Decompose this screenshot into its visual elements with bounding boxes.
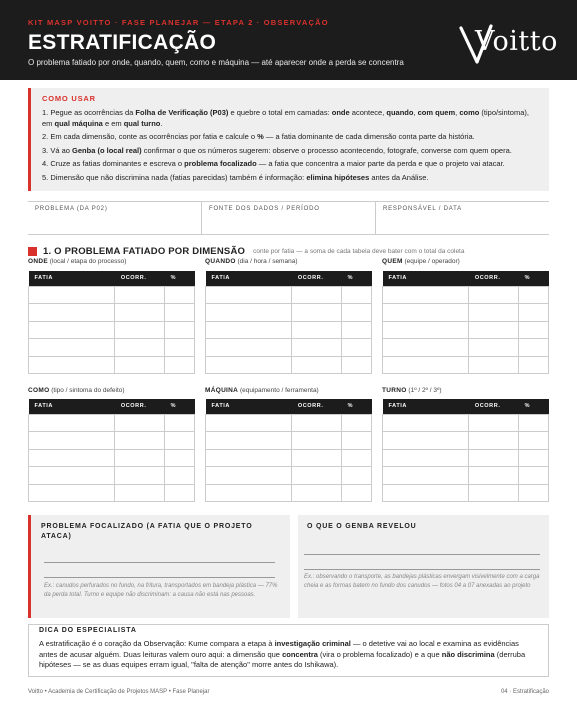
table-cell[interactable]	[342, 414, 372, 432]
column-header-slice: FATIA	[206, 271, 292, 286]
table-row	[383, 339, 549, 357]
column-header-count: OCORR.	[115, 271, 165, 286]
table-cell[interactable]	[292, 321, 342, 339]
table-cell[interactable]	[165, 321, 195, 339]
table-row	[383, 321, 549, 339]
table-row	[383, 286, 549, 304]
dimension-label	[205, 387, 319, 394]
table-cell[interactable]	[29, 449, 115, 467]
table-cell[interactable]	[165, 449, 195, 467]
source-field-label: FONTE DOS DADOS / PERÍODO	[209, 206, 320, 212]
table-cell[interactable]	[206, 484, 292, 502]
genba-box[interactable]	[298, 515, 549, 618]
emphasis-text: qual máquina	[54, 118, 103, 128]
table-cell[interactable]	[206, 449, 292, 467]
table-cell[interactable]	[342, 356, 372, 374]
table-cell[interactable]	[519, 321, 549, 339]
table-cell[interactable]	[292, 356, 342, 374]
emphasis-text: concentra	[282, 649, 318, 659]
column-header-pct: %	[342, 271, 372, 286]
table-cell[interactable]	[383, 304, 469, 322]
dimension-name: ONDE	[28, 258, 48, 265]
table-cell[interactable]	[29, 414, 115, 432]
table-row	[206, 432, 372, 450]
dimension-hint: (equipe / operador)	[402, 258, 460, 265]
text-run: antes da Análise.	[369, 172, 429, 182]
column-header-slice: FATIA	[29, 271, 115, 286]
table-row	[29, 286, 195, 304]
voitto-logo	[457, 22, 558, 66]
table-cell[interactable]	[342, 484, 372, 502]
table-cell[interactable]	[469, 356, 519, 374]
table-cell[interactable]	[519, 467, 549, 485]
table-cell[interactable]	[292, 432, 342, 450]
table-cell[interactable]	[206, 321, 292, 339]
table-cell[interactable]	[342, 449, 372, 467]
table-row	[206, 414, 372, 432]
kicker: KIT MASP VOITTO · FASE PLANEJAR — ETAPA 2 · OBSERVAÇÃO	[28, 18, 329, 27]
expert-tip-text	[39, 639, 538, 671]
table-cell[interactable]	[383, 321, 469, 339]
table-row	[29, 414, 195, 432]
table-cell[interactable]	[29, 304, 115, 322]
table-cell[interactable]	[115, 432, 165, 450]
text-run: e em	[102, 118, 124, 128]
column-header-slice: FATIA	[29, 399, 115, 414]
text-run: 2. Em cada dimensão, conte as ocorrências por fatia e calcule o	[42, 132, 258, 141]
owner-field[interactable]	[376, 202, 549, 234]
table-cell[interactable]	[115, 414, 165, 432]
text-run: A estratificação é o coração da Observação: Kume compara a etapa à	[39, 639, 275, 648]
table-cell[interactable]	[383, 339, 469, 357]
text-run: (derruba hipóteses — se as duas equipes erram igual, "falta de atenção" morre antes do Ishikawa).	[39, 649, 526, 669]
dimension-label	[28, 258, 126, 265]
column-header-slice: FATIA	[383, 399, 469, 414]
dimension-name: QUEM	[382, 258, 403, 265]
text-run: — a fatia dominante de cada dimensão conta parte da história.	[263, 132, 475, 141]
column-header-count: OCORR.	[292, 271, 342, 286]
table-cell[interactable]	[115, 449, 165, 467]
text-run: — o detetive vai ao local e examina as evidências antes de acusar alguém. Duas leituras valem ouro aqui: a dimensão que	[39, 639, 519, 659]
table-cell[interactable]	[469, 467, 519, 485]
table-cell[interactable]	[519, 356, 549, 374]
emphasis-text: quando	[386, 108, 414, 117]
table-cell[interactable]	[29, 356, 115, 374]
table-cell[interactable]	[115, 286, 165, 304]
focused-problem-example: Ex.: canudos perfurados no fundo, na fritura, transportados em bandeja plástica — 77% da perda total. Turno e equipe não discriminam: a causa não está nas pessoas.	[44, 583, 278, 598]
table-header-row	[383, 271, 549, 286]
stratification-table	[28, 399, 195, 502]
text-run: ,	[413, 108, 418, 117]
step-item	[42, 173, 539, 184]
emphasis-text: Folha de Verificação (P03)	[135, 108, 229, 117]
table-cell[interactable]	[292, 449, 342, 467]
table-row	[206, 339, 372, 357]
dimension-hint: (dia / hora / semana)	[235, 258, 298, 265]
text-run: e quebre o total em camadas:	[228, 108, 332, 117]
column-header-count: OCORR.	[115, 399, 165, 414]
table-cell[interactable]	[165, 414, 195, 432]
problem-field-label: PROBLEMA (DA P02)	[35, 206, 108, 212]
table-cell[interactable]	[206, 432, 292, 450]
table-cell[interactable]	[29, 484, 115, 502]
dimension-label	[382, 258, 460, 265]
how-to-use-title: COMO USAR	[42, 94, 96, 103]
step-item	[42, 159, 539, 170]
table-row	[206, 304, 372, 322]
table-cell[interactable]	[115, 339, 165, 357]
table-row	[383, 356, 549, 374]
text-run: — a fatia que concentra a maior parte da perda e que o projeto vai atacar.	[256, 159, 505, 168]
writing-line	[304, 569, 540, 570]
genba-example: Ex.: observando o transporte, as bandejas plásticas envergam visivelmente com a carga cheia e as formas batem no fundo dos canudos — fotos 04 a 07 anexadas ao projeto	[304, 574, 540, 589]
column-header-slice: FATIA	[206, 399, 292, 414]
table-cell[interactable]	[469, 432, 519, 450]
table-cell[interactable]	[519, 304, 549, 322]
table-cell[interactable]	[519, 286, 549, 304]
table-cell[interactable]	[519, 339, 549, 357]
table-row	[29, 321, 195, 339]
logo-text: Voitto	[475, 26, 558, 57]
table-cell[interactable]	[29, 467, 115, 485]
table-cell[interactable]	[469, 304, 519, 322]
footer-page-label: 04 · Estratificação	[500, 689, 549, 695]
stratification-table	[205, 271, 372, 374]
table-cell[interactable]	[206, 339, 292, 357]
table-cell[interactable]	[165, 339, 195, 357]
dimension-name: MÁQUINA	[205, 387, 239, 394]
dimension-label	[382, 387, 442, 394]
table-cell[interactable]	[292, 286, 342, 304]
how-to-use-panel	[28, 88, 549, 191]
emphasis-text: não discrimina	[441, 649, 495, 659]
dimension-name: COMO	[28, 387, 50, 394]
table-cell[interactable]	[115, 304, 165, 322]
table-row	[206, 321, 372, 339]
table-cell[interactable]	[115, 467, 165, 485]
dimension-label	[28, 387, 125, 394]
table-cell[interactable]	[469, 321, 519, 339]
table-header-row	[206, 271, 372, 286]
table-row	[206, 484, 372, 502]
table-cell[interactable]	[29, 286, 115, 304]
table-cell[interactable]	[519, 484, 549, 502]
column-header-pct: %	[342, 399, 372, 414]
page-subtitle: O problema fatiado por onde, quando, quem, como e máquina — até aparecer onde a perda se concentra	[28, 58, 404, 67]
table-row	[383, 484, 549, 502]
table-row	[383, 467, 549, 485]
table-cell[interactable]	[469, 484, 519, 502]
table-cell[interactable]	[342, 321, 372, 339]
emphasis-text: elimina hipóteses	[306, 172, 370, 182]
table-cell[interactable]	[206, 414, 292, 432]
table-cell[interactable]	[383, 286, 469, 304]
table-cell[interactable]	[383, 449, 469, 467]
column-header-count: OCORR.	[469, 399, 519, 414]
dimension-hint: (tipo / sintoma do defeito)	[49, 387, 125, 394]
dimension-name: TURNO	[382, 387, 407, 394]
table-cell[interactable]	[383, 414, 469, 432]
stratification-table	[28, 271, 195, 374]
table-cell[interactable]	[342, 286, 372, 304]
dimension-name: QUANDO	[205, 258, 236, 265]
problem-field[interactable]	[28, 202, 202, 234]
table-row	[29, 356, 195, 374]
dimension-hint: (local / etapa do processo)	[47, 258, 127, 265]
text-run: acontece,	[349, 108, 387, 117]
focused-problem-title: PROBLEMA FOCALIZADO (A FATIA QUE O PROJETO ATACA)	[41, 523, 253, 540]
emphasis-text: Genba (o local real)	[72, 145, 142, 155]
table-cell[interactable]	[206, 467, 292, 485]
section-1-note: conte por fatia — a soma de cada tabela deve bater com o total da coleta	[253, 247, 465, 255]
table-cell[interactable]	[206, 304, 292, 322]
expert-tip-box	[28, 624, 549, 677]
table-cell[interactable]	[165, 356, 195, 374]
page-title: ESTRATIFICAÇÃO	[28, 31, 217, 54]
column-header-slice: FATIA	[383, 271, 469, 286]
table-cell[interactable]	[469, 449, 519, 467]
table-cell[interactable]	[519, 414, 549, 432]
dimension-hint: (1º / 2º / 3º)	[406, 387, 442, 394]
stratification-table	[205, 399, 372, 502]
table-cell[interactable]	[383, 432, 469, 450]
emphasis-text: qual turno	[123, 118, 161, 128]
expert-tip-title: DICA DO ESPECIALISTA	[39, 627, 137, 634]
source-field[interactable]	[202, 202, 376, 234]
table-cell[interactable]	[165, 304, 195, 322]
dimension-label	[205, 258, 297, 265]
table-row	[29, 449, 195, 467]
table-header-row	[29, 399, 195, 414]
table-cell[interactable]	[29, 432, 115, 450]
table-cell[interactable]	[469, 339, 519, 357]
column-header-pct: %	[519, 271, 549, 286]
table-cell[interactable]	[165, 467, 195, 485]
table-cell[interactable]	[165, 484, 195, 502]
steps-list	[42, 108, 539, 183]
table-row	[206, 467, 372, 485]
stratification-table	[382, 271, 549, 374]
table-cell[interactable]	[115, 356, 165, 374]
table-cell[interactable]	[383, 467, 469, 485]
text-run: 3. Vá ao	[42, 145, 73, 155]
table-row	[383, 304, 549, 322]
page-footer	[28, 689, 549, 695]
text-run: (vira o problema focalizado) e a que	[317, 649, 442, 659]
table-cell[interactable]	[292, 484, 342, 502]
table-cell[interactable]	[292, 467, 342, 485]
text-run: (tipo/sintoma), em	[42, 108, 529, 128]
table-cell[interactable]	[342, 339, 372, 357]
table-header-row	[383, 399, 549, 414]
emphasis-text: investigação criminal	[274, 639, 351, 648]
table-cell[interactable]	[292, 414, 342, 432]
table-row	[29, 484, 195, 502]
page-header	[0, 0, 577, 80]
emphasis-text: problema focalizado	[184, 159, 257, 168]
column-header-pct: %	[165, 399, 195, 414]
column-header-count: OCORR.	[292, 399, 342, 414]
table-row	[206, 356, 372, 374]
table-cell[interactable]	[165, 286, 195, 304]
table-row	[383, 432, 549, 450]
dimension-hint: (equipamento / ferramenta)	[238, 387, 319, 394]
table-cell[interactable]	[292, 304, 342, 322]
table-cell[interactable]	[383, 484, 469, 502]
table-row	[383, 414, 549, 432]
table-cell[interactable]	[519, 432, 549, 450]
table-row	[29, 304, 195, 322]
table-row	[383, 449, 549, 467]
text-run: 5. Dimensão que não discrimina nada (fatias parecidas) também é informação:	[42, 172, 307, 182]
genba-title: O QUE O GENBA REVELOU	[307, 523, 417, 530]
table-cell[interactable]	[342, 304, 372, 322]
table-cell[interactable]	[115, 321, 165, 339]
footer-left: Voitto • Academia de Certificação de Projetos MASP • Fase Planejar	[28, 689, 210, 695]
emphasis-text: como	[459, 108, 480, 117]
text-run: ,	[455, 108, 460, 117]
table-cell[interactable]	[29, 321, 115, 339]
table-cell[interactable]	[206, 286, 292, 304]
step-item	[42, 108, 539, 129]
section-1-title: 1. O PROBLEMA FATIADO POR DIMENSÃO	[43, 245, 246, 257]
writing-line	[44, 562, 275, 563]
section-marker-icon	[28, 247, 37, 256]
table-row	[206, 286, 372, 304]
section-1-header	[28, 244, 464, 258]
table-cell[interactable]	[29, 339, 115, 357]
stratification-table	[382, 399, 549, 502]
table-cell[interactable]	[469, 414, 519, 432]
meta-fields	[28, 201, 549, 235]
writing-line	[304, 554, 540, 555]
text-run: 4. Cruze as fatias dominantes e escreva o	[42, 159, 185, 168]
text-run: 1. Pegue as ocorrências da	[42, 108, 136, 117]
column-header-pct: %	[519, 399, 549, 414]
table-row	[29, 339, 195, 357]
table-row	[29, 432, 195, 450]
table-cell[interactable]	[519, 449, 549, 467]
table-header-row	[206, 399, 372, 414]
table-cell[interactable]	[342, 432, 372, 450]
table-cell[interactable]	[115, 484, 165, 502]
text-run: confirmar o que os números sugerem: observe o processo acontecendo, fotografe, converse com quem opera.	[141, 145, 512, 155]
table-cell[interactable]	[292, 339, 342, 357]
step-item	[42, 132, 539, 143]
table-row	[206, 449, 372, 467]
table-cell[interactable]	[165, 432, 195, 450]
owner-field-label: RESPONSÁVEL / DATA	[383, 206, 462, 212]
table-cell[interactable]	[383, 356, 469, 374]
table-header-row	[29, 271, 195, 286]
table-cell[interactable]	[206, 356, 292, 374]
table-cell[interactable]	[469, 286, 519, 304]
column-header-count: OCORR.	[469, 271, 519, 286]
table-cell[interactable]	[342, 467, 372, 485]
emphasis-text: onde	[331, 108, 350, 117]
emphasis-text: com quem	[417, 108, 456, 117]
focused-problem-box[interactable]	[28, 515, 290, 618]
emphasis-text: %	[257, 132, 264, 141]
column-header-pct: %	[165, 271, 195, 286]
text-run: .	[160, 118, 163, 128]
step-item	[42, 146, 539, 157]
writing-line	[44, 577, 275, 578]
table-row	[29, 467, 195, 485]
